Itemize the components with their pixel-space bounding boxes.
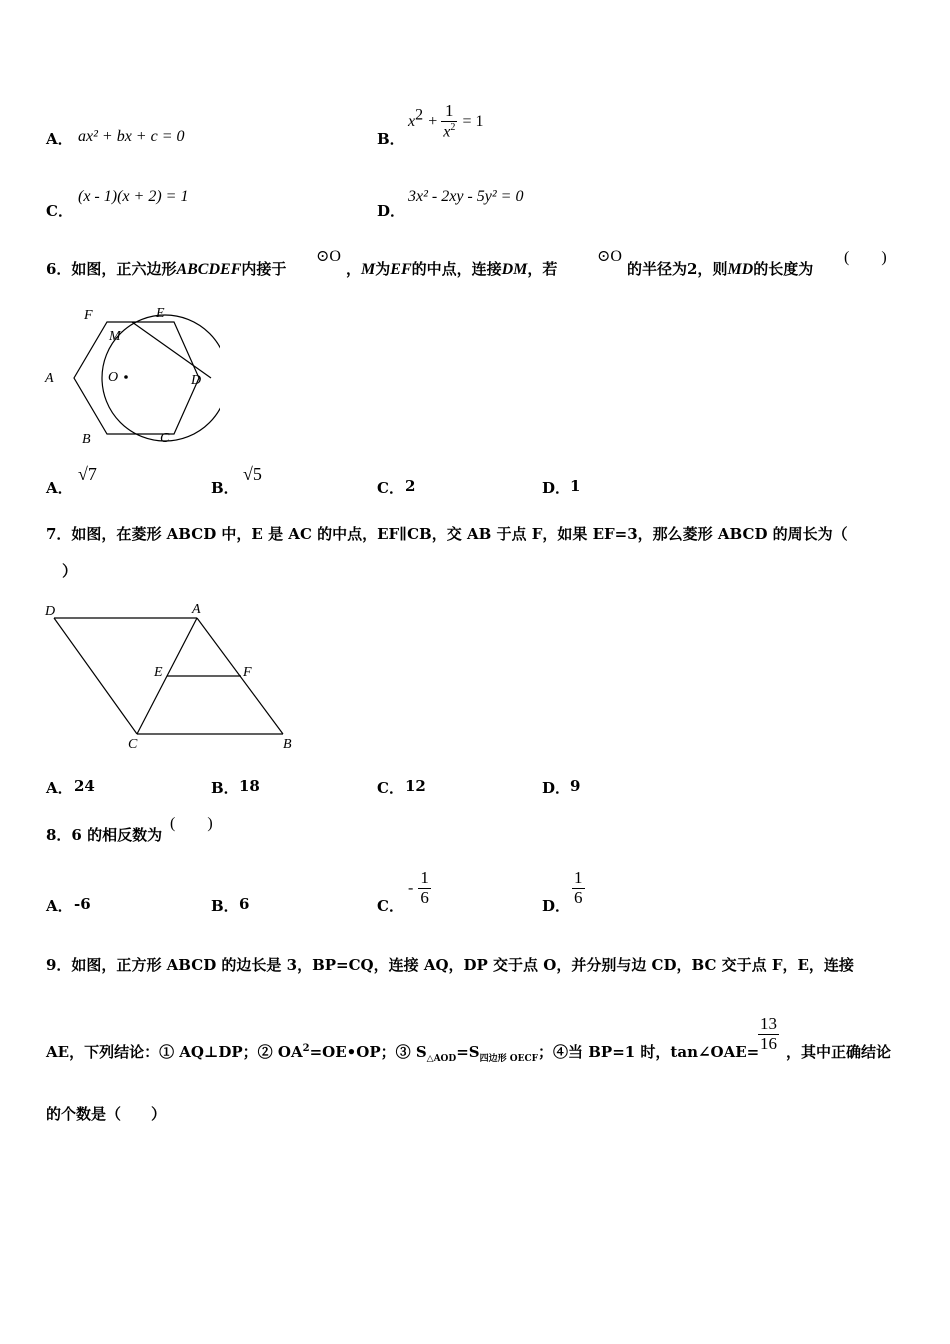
q6-option-b-label: B．	[211, 479, 239, 497]
q7-option-b-label: B．	[211, 779, 239, 797]
q8-option-d-label: D．	[542, 897, 571, 915]
q6-hexagon-figure	[40, 300, 220, 450]
q9-stem-line2: AE，下列结论：① AQ⊥DP；② $OA^2=OE•OP$；③ $S_{\triangle AOD}=S_{四边形 OECF}$；④当 BP=1 时，tan∠OAE=	[46, 1043, 760, 1064]
q6-stem: 6．如图，正六边形ABCDEF内接于	[46, 260, 287, 278]
q9-stem-line3: 的个数是（ ）	[46, 1105, 167, 1123]
q8-option-b-value: 6	[239, 895, 250, 913]
q8-option-c-value: - $\frac{1}{6}$	[408, 868, 429, 907]
q7-label-f: F	[243, 665, 252, 680]
q7-option-b-value: 18	[239, 777, 260, 795]
q7-label-a: A	[192, 602, 201, 617]
q8-stem: 8．6 的相反数为	[46, 826, 163, 844]
q7-option-c-label: C．	[377, 779, 404, 797]
q6-label-b: B	[82, 432, 91, 447]
q7-option-a-value: 24	[74, 777, 95, 795]
q8-option-b-label: B．	[211, 897, 239, 915]
q7-option-a-label: A．	[46, 779, 73, 797]
q5-option-b-math: $x^2$ + $\frac{1}{x^2}$ = 1	[408, 101, 484, 141]
q6-label-d: D	[191, 373, 202, 388]
q6-option-b-value: √5	[243, 464, 262, 484]
q6-stem-2: ，M为EF的中点，连接DM，若	[346, 260, 558, 278]
q6-circle-symbol-1: ⊙O	[316, 248, 341, 265]
q8-option-a-label: A．	[46, 897, 73, 915]
q5-option-d-label: D．	[377, 202, 406, 220]
q7-option-d-value: 9	[570, 777, 581, 795]
q6-label-a: A	[45, 371, 54, 386]
q5-option-d-math: 3x² - 2xy - 5y² = 0	[408, 188, 524, 205]
q6-label-f: F	[84, 308, 93, 323]
q8-option-a-value: -6	[74, 895, 91, 913]
q6-label-c: C	[160, 431, 170, 446]
q8-option-c-label: C．	[377, 897, 404, 915]
q7-label-c: C	[128, 737, 138, 752]
q7-label-b: B	[283, 737, 292, 752]
q7-stem-line1: 7．如图，在菱形 ABCD 中，E 是 AC 的中点，EF∥CB，交 AB 于点 F，如果 EF=3，那么菱形 ABCD 的周长为（	[46, 525, 848, 543]
q5-option-a-label: A．	[46, 130, 73, 148]
q8-option-d-value: $\frac{1}{6}$	[574, 868, 583, 907]
q6-stem-3: 的半径为2，则MD的长度为	[627, 260, 814, 278]
q5-option-c-label: C．	[46, 202, 73, 220]
q6-label-m: M	[109, 329, 121, 344]
q5-option-b-label: B．	[377, 130, 405, 148]
q6-option-d-label: D．	[542, 479, 571, 497]
q7-stem-line2: ）	[62, 562, 78, 580]
q9-stem-line1: 9．如图，正方形 ABCD 的边长是 3，BP=CQ，连接 AQ，DP 交于点 O，并分别与边 CD，BC 交于点 F，E，连接	[46, 956, 854, 974]
q6-option-c-value: 2	[405, 477, 416, 495]
q6-option-a-label: A．	[46, 479, 73, 497]
q5-option-a-math: ax² + bx + c = 0	[78, 128, 185, 145]
q7-label-d: D	[45, 604, 56, 619]
q9-stem-line2-end: ，其中正确结论	[786, 1043, 892, 1061]
q5-option-c-math: (x - 1)(x + 2) = 1	[78, 188, 189, 205]
q7-label-e: E	[154, 665, 163, 680]
q6-label-o: O	[108, 370, 119, 385]
q6-circle-symbol-2: ⊙O	[597, 248, 622, 265]
q7-option-d-label: D．	[542, 779, 571, 797]
q7-option-c-value: 12	[405, 777, 426, 795]
q8-answer-paren: ( )	[170, 815, 213, 832]
q6-option-d-value: 1	[570, 477, 581, 495]
q9-tan-fraction: $\frac{13}{16}$	[760, 1014, 777, 1053]
q6-answer-paren: ( )	[844, 249, 887, 266]
q6-option-c-label: C．	[377, 479, 404, 497]
q6-label-e: E	[156, 306, 165, 321]
q6-option-a-value: √7	[78, 464, 97, 484]
q7-rhombus-figure	[40, 598, 300, 753]
